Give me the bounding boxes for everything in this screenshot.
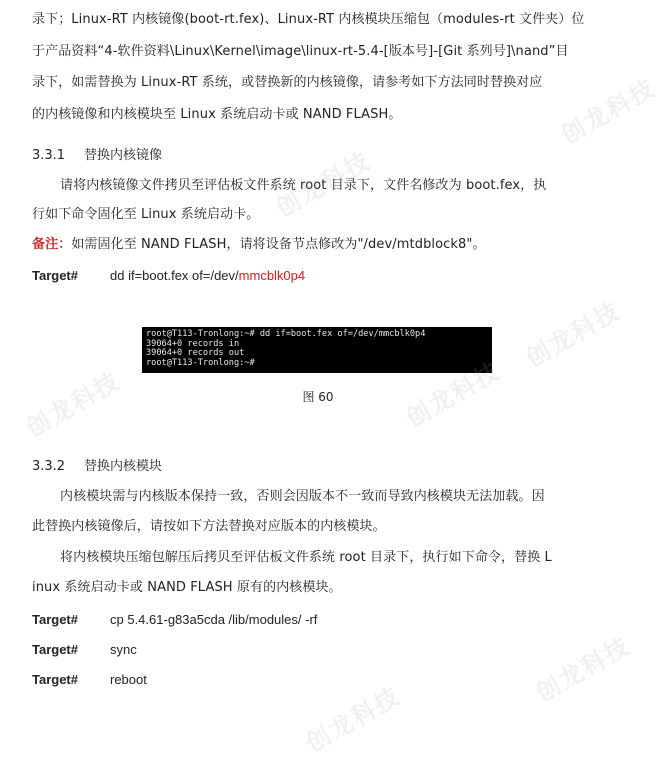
- section-heading-3-3-2: [32, 457, 162, 477]
- command-prompt: Target#: [32, 642, 78, 657]
- command-prompt: Target#: [32, 672, 78, 687]
- command-text: dd if=boot.fex of=/dev/: [110, 268, 239, 283]
- note: [32, 235, 486, 255]
- terminal-line: 39064+0 records out: [146, 348, 245, 359]
- command-device-highlight: mmcblk0p4: [238, 268, 306, 283]
- section-332-para2-line-1: 将内核模块压缩包解压后拷贝至评估板文件系统 root 目录下，执行如下命令，替换 L: [60, 550, 552, 565]
- section-title: 替换内核模块: [84, 459, 163, 474]
- watermark: 创龙科技: [21, 366, 126, 443]
- terminal-screenshot: [142, 327, 492, 373]
- note-text: 如需固化至 NAND FLASH，请将设备节点修改为"/dev/mtdblock8"。: [71, 237, 486, 252]
- watermark: 创龙科技: [301, 681, 406, 758]
- figure-caption: 图 60: [302, 390, 334, 404]
- command-text: sync: [110, 642, 137, 657]
- terminal-line: 39064+0 records in: [146, 338, 240, 349]
- section-332-para1-line-2: 此替换内核镜像后，请按如下方法替换对应版本的内核模块。: [32, 519, 386, 534]
- watermark: 创龙科技: [531, 631, 636, 708]
- command-sync: [32, 640, 137, 661]
- section-title: 替换内核镜像: [84, 148, 163, 163]
- watermark: 创龙科技: [556, 73, 661, 150]
- section-number: 3.3.1: [32, 148, 66, 163]
- command-text: cp 5.4.61-g83a5cda /lib/modules/ -rf: [110, 612, 318, 627]
- watermark: 创龙科技: [521, 296, 626, 373]
- section-332-para1-line-1: 内核模块需与内核版本保持一致，否则会因版本不一致而导致内核模块无法加载。因: [60, 489, 545, 504]
- section-number: 3.3.2: [32, 459, 66, 474]
- section-331-para-line-1: 请将内核镜像文件拷贝至评估板文件系统 root 目录下，文件名修改为 boot.fex，执: [60, 178, 547, 193]
- section-332-para2-line-2: inux 系统启动卡或 NAND FLASH 原有的内核模块。: [32, 580, 342, 595]
- section-331-para-line-2: 行如下命令固化至 Linux 系统启动卡。: [32, 207, 260, 222]
- note-label: 备注：: [32, 237, 72, 252]
- command-prompt: Target#: [32, 612, 78, 627]
- terminal-line: root@T113-Tronlong:~# dd if=boot.fex of=/dev/mmcblk0p4: [146, 329, 426, 339]
- intro-line-4: 的内核镜像和内核模块至 Linux 系统启动卡或 NAND FLASH。: [32, 107, 402, 122]
- command-dd: [32, 266, 305, 287]
- watermark: 创龙科技: [401, 356, 506, 433]
- terminal-line: root@T113-Tronlong:~#: [146, 357, 255, 368]
- command-text: reboot: [110, 672, 147, 687]
- intro-line-3: 录下，如需替换为 Linux-RT 系统，或替换新的内核镜像，请参考如下方法同时替换对应: [32, 75, 543, 90]
- intro-line-1: 录下；Linux-RT 内核镜像(boot-rt.fex)、Linux-RT 内核模块压缩包（modules-rt 文件夹）位: [32, 12, 585, 27]
- section-heading-3-3-1: [32, 146, 162, 166]
- command-cp: [32, 610, 317, 631]
- command-reboot: [32, 670, 147, 691]
- intro-line-2: 于产品资料“4-软件资料\Linux\Kernel\image\linux-rt-5.4-[版本号]-[Git 系列号]\nand”目: [32, 44, 569, 59]
- watermark: 创龙科技: [271, 146, 376, 223]
- command-prompt: Target#: [32, 268, 78, 283]
